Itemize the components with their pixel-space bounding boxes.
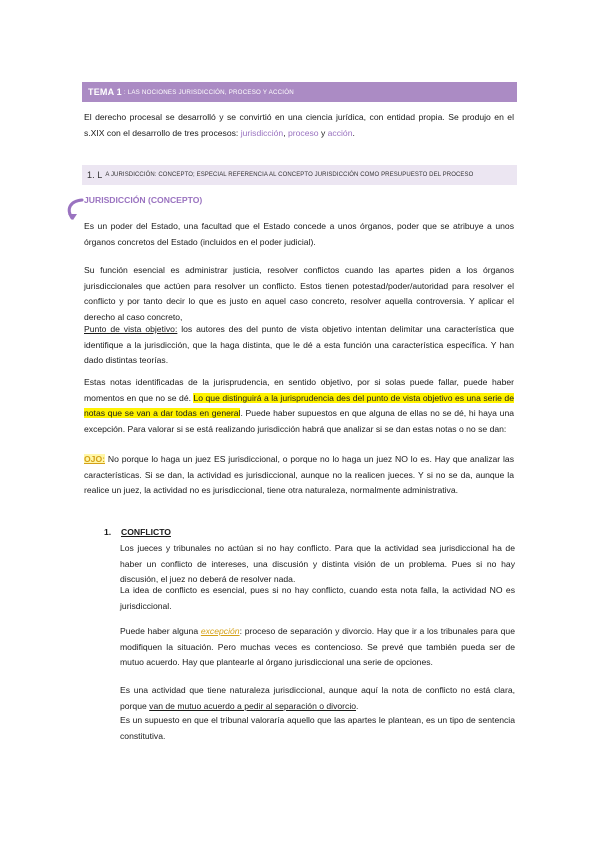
ojo-label: OJO:: [84, 454, 106, 464]
ojo-paragraph: [84, 452, 514, 499]
section-number: 1. L: [87, 170, 103, 180]
notes-paragraph: [84, 375, 514, 437]
intro-sep-2: y: [318, 127, 328, 138]
objective-paragraph: [84, 322, 514, 369]
objective-text: los autores des del punto de vista objetivo intentan delimitar una característica que identifique a la jurisdicción, que la haga distinta, que le dé a esta función una característica específica. Y han dado distintas teorías.: [84, 324, 515, 365]
term-jurisdiccion: jurisdicción: [240, 127, 284, 138]
exception-text-a: Puede haber alguna: [120, 626, 201, 636]
section-title: A JURISDICCIÓN: CONCEPTO; ESPECIAL REFERENCIA AL CONCEPTO JURISDICCIÓN COMO PRESUPUESTO DEL PROCESO: [105, 172, 474, 178]
jurisdiccion-paragraph-2: Su función esencial es administrar justicia, resolver conflictos cuando las apartes piden a los órganos jurisdiccionales que actúen para resolver un conflicto. Estos tienen potestad/poder/autoridad para resolver el conflicto y por tanto decir lo que es justo en aquel caso concreto, resolver aquella controversia. Y aplicar el derecho al caso concreto,: [84, 265, 514, 322]
nature-text-a: Es una actividad que tiene naturaleza jurisdiccional, aunque aquí la nota de conflicto no está clara, porque: [120, 685, 515, 711]
conflicto-heading: CONFLICTO: [121, 527, 171, 537]
highlighted-text: Lo que distinguirá a la jurisprudencia des del punto de vista objetivo es una serie de notas que se van a dar todas en general: [84, 392, 514, 418]
intro-paragraph: [84, 110, 514, 141]
intro-sep-1: ,: [283, 127, 288, 138]
conflicto-paragraph-5: Es un supuesto en que el tribunal valoraría aquello que las apartes le plantean, es un tipo de sentencia constitutiva.: [120, 715, 515, 741]
section-heading: [82, 165, 517, 185]
notes-text-a: Estas notas identificadas de la jurisprudencia, en sentido objetivo, por si solas puede fallar, puede haber momentos en que no se dé.: [84, 377, 514, 403]
conflicto-paragraph-1: Los jueces y tribunales no actúan si no hay conflicto. Para que la actividad sea jurisdiccional ha de haber un conflicto de intereses, una discusión y distinta visión de un problema. Pues si no hay discusión, el juez no deberá de resolver nada.: [120, 543, 515, 584]
jurisdiccion-paragraph-1: Es un poder del Estado, una facultad que el Estado concede a unos órganos, poder que se atribuye a unos órganos concretos del Estado (incluidos en el poder judicial).: [84, 221, 514, 247]
term-accion: acción: [327, 127, 353, 138]
exception-word: excepción: [200, 626, 240, 636]
topic-banner: [82, 82, 517, 102]
topic-title: : LAS NOCIONES JURISDICCIÓN, PROCESO Y ACCIÓN: [123, 88, 294, 96]
objective-label: Punto de vista objetivo:: [84, 324, 178, 334]
conflicto-paragraph-3: [120, 624, 515, 671]
intro-end: .: [352, 127, 355, 138]
list-number: 1.: [104, 527, 112, 537]
term-proceso: proceso: [287, 127, 319, 138]
jurisdiccion-heading: JURISDICCIÓN (CONCEPTO): [84, 195, 203, 205]
nature-text-b: .: [356, 700, 359, 711]
underlined-text: van de mutuo acuerdo a pedir al separación o divorcio: [149, 700, 357, 711]
ojo-text: No porque lo haga un juez ES jurisdiccional, o porque no lo haga un juez NO lo es. Hay que analizar las características. Si se dan, la actividad es jurisdiccional, aunque no la realicen jueces. Y si no se da, aunque la realice un juez, la actividad no es jurisdiccional, tiene otra naturaleza, normalmente administrativa.: [84, 454, 514, 495]
conflicto-paragraph-4: [120, 683, 515, 714]
curved-arrow-icon: [64, 197, 86, 223]
notes-text-b: . Puede haber supuestos en que alguna de ellas no se dé, hi haya una excepción. Para valorar si se está realizando jurisdicción habrá que analizar si se dan estas notas o no se dan:: [84, 408, 514, 434]
conflicto-paragraph-2: La idea de conflicto es esencial, pues si no hay conflicto, cuando esta nota falla, la actividad NO es jurisdiccional.: [120, 585, 515, 611]
intro-text: El derecho procesal se desarrolló y se convirtió en una ciencia jurídica, con entidad propia. Se produjo en el s.XIX con el desarrollo de tres procesos:: [84, 112, 514, 138]
exception-text-b: : proceso de separación y divorcio. Hay que ir a los tribunales para que modifiquen la situación. Pero muchas veces es contencioso. Se prevé que también pueda ser de mutuo acuerdo. Hay que plantearle al órgano jurisdiccional una serie de opciones.: [120, 626, 515, 667]
topic-number: TEMA 1: [88, 87, 122, 97]
